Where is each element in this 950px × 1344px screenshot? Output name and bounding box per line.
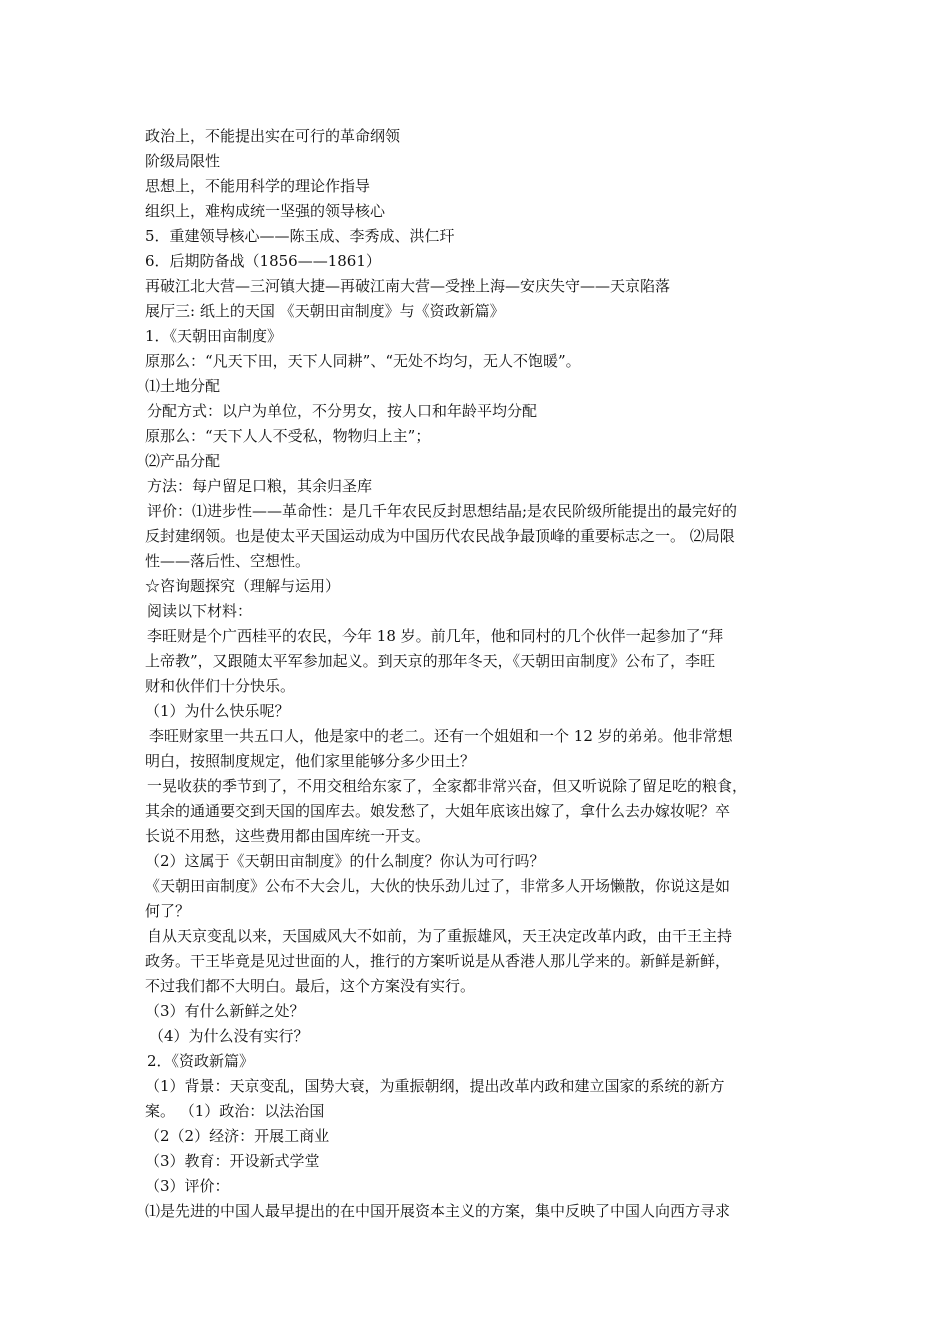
text-line: ☆咨询题探究（理解与运用） (145, 577, 341, 595)
text-line: （3）评价： (145, 1177, 230, 1195)
text-line: ⑵产品分配 (145, 452, 221, 470)
text-line: 政治上，不能提出实在可行的革命纲领 (145, 127, 401, 145)
text-line: （1）背景：天京变乱，国势大衰，为重振朝纲，提出改革内政和建立国家的系统的新方 (145, 1077, 725, 1095)
text-line: （1）为什么快乐呢？ (145, 702, 290, 720)
text-line: 2．《资政新篇》 (147, 1052, 255, 1070)
section-heading: 展厅三: 纸上的天国 《天朝田亩制度》与《资政新篇》 (145, 302, 505, 320)
text-line: 思想上，不能用科学的理论作指导 (145, 177, 371, 195)
text-line: 组织上，难构成统一坚强的领导核心 (145, 202, 386, 220)
text-line: 阅读以下材料： (147, 602, 253, 620)
text-line: 原那么：“凡天下田，天下人同耕”、“无处不均匀，无人不饱暖”。 (145, 352, 581, 370)
text-line: 自从天京变乱以来，天国威风大不如前，为了重振雄风，天王决定改革内政，由干王主持 (147, 927, 733, 945)
text-line: （2（2）经济：开展工商业 (145, 1127, 330, 1145)
text-line: 1．《天朝田亩制度》 (145, 327, 283, 345)
text-line: 6．后期防备战（1856——1861） (145, 252, 381, 270)
text-line: 案。 （1）政治：以法治国 (145, 1102, 325, 1120)
text-line: 李旺财是个广西桂平的农民，今年 18 岁。前几年，他和同村的几个伙伴一起参加了“拜 (147, 627, 724, 645)
text-line: 方法：每户留足口粮，其余归圣库 (147, 477, 373, 495)
text-line: 评价：⑴进步性——革命性：是几千年农民反封思想结晶;是农民阶级所能提出的最完好的 (147, 502, 738, 520)
text-line: 《天朝田亩制度》公布不大会儿，大伙的快乐劲儿过了，非常多人开场懒散，你说这是如 (145, 877, 731, 895)
text-line: 上帝教”，又跟随太平军参加起义。到天京的那年冬天，《天朝田亩制度》公布了，李旺 (145, 652, 716, 670)
text-line: ⑴是先进的中国人最早提出的在中国开展资本主义的方案，集中反映了中国人向西方寻求 (145, 1202, 731, 1220)
text-line: 李旺财家里一共五口人，他是家中的老二。还有一个姐姐和一个 12 岁的弟弟。他非常想 (149, 727, 733, 745)
text-line: （3）有什么新鲜之处？ (145, 1002, 305, 1020)
text-line: 明白，按照制度规定，他们家里能够分多少田土？ (145, 752, 476, 770)
text-line: 何了？ (145, 902, 191, 920)
text-line: 阶级局限性 (145, 152, 221, 170)
text-line: 政务。干王毕竟是见过世面的人，推行的方案听说是从香港人那儿学来的。新鲜是新鲜， (145, 952, 731, 970)
text-line: （3）教育：开设新式学堂 (145, 1152, 320, 1170)
text-line: 5．重建领导核心——陈玉成、李秀成、洪仁玕 (145, 227, 455, 245)
text-line: 再破江北大营—三河镇大捷—再破江南大营—受挫上海—安庆失守——天京陷落 (145, 277, 671, 295)
text-line: 反封建纲领。也是使太平天国运动成为中国历代农民战争最顶峰的重要标志之一。 ⑵局限 (145, 527, 735, 545)
text-line: 原那么：“天下人人不受私，物物归上主”； (145, 427, 431, 445)
text-line: （4）为什么没有实行？ (149, 1027, 309, 1045)
text-line: 性——落后性、空想性。 (145, 552, 311, 570)
text-line: 其余的通通要交到天国的国库去。娘发愁了，大姐年底该出嫁了，拿什么去办嫁妆呢？卒 (145, 802, 731, 820)
text-line: 财和伙伴们十分快乐。 (145, 677, 296, 695)
text-line: 不过我们都不大明白。最后，这个方案没有实行。 (145, 977, 476, 995)
document-body (145, 124, 810, 1224)
text-line: 长说不用愁，这些费用都由国库统一开支。 (145, 827, 431, 845)
text-line: 一晃收获的季节到了，不用交租给东家了，全家都非常兴奋，但又听说除了留足吃的粮食， (147, 777, 748, 795)
text-line: ⑴土地分配 (145, 377, 221, 395)
text-line: 分配方式：以户为单位，不分男女，按人口和年龄平均分配 (147, 402, 538, 420)
text-line: （2）这属于《天朝田亩制度》的什么制度？你认为可行吗？ (145, 852, 545, 870)
